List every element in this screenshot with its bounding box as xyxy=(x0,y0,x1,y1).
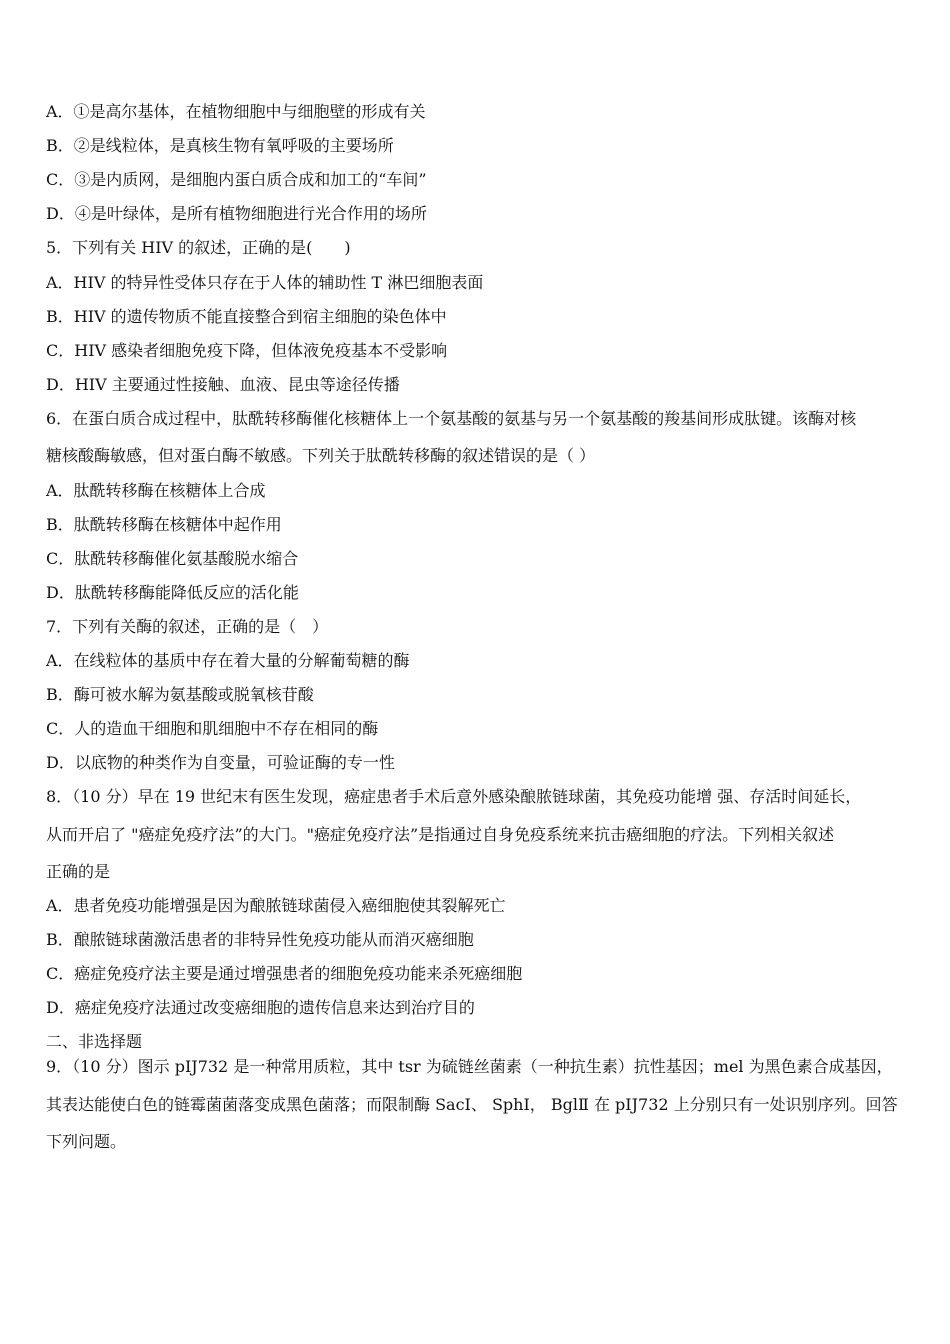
option-q6-b: B．肽酰转移酶在核糖体中起作用 xyxy=(46,515,282,534)
question-8-line-2: 从而开启了 "癌症免疫疗法”的大门。"癌症免疫疗法”是指通过自身免疫系统来抗击癌细胞的疗法。下列相关叙述 xyxy=(46,825,835,844)
option-q6-d: D．肽酰转移酶能降低反应的活化能 xyxy=(46,583,299,602)
question-7: 7．下列有关酶的叙述，正确的是（ ） xyxy=(46,617,329,636)
option-q7-a: A．在线粒体的基质中存在着大量的分解葡萄糖的酶 xyxy=(46,651,410,670)
question-8-line-1: 8．（10 分）早在 19 世纪末有医生发现，癌症患者手术后意外感染酿脓链球菌，其免疫功能增 强、存活时间延长， xyxy=(46,787,862,806)
option-q7-b: B．酶可被水解为氨基酸或脱氧核苷酸 xyxy=(46,685,314,704)
option-q5-b: B．HIV 的遗传物质不能直接整合到宿主细胞的染色体中 xyxy=(46,307,447,326)
option-q8-b: B．酿脓链球菌激活患者的非特异性免疫功能从而消灭癌细胞 xyxy=(46,930,474,949)
option-q4-a: A．①是高尔基体，在植物细胞中与细胞壁的形成有关 xyxy=(46,102,426,121)
question-5: 5．下列有关 HIV 的叙述，正确的是( ) xyxy=(46,238,351,257)
option-q4-d: D．④是叶绿体，是所有植物细胞进行光合作用的场所 xyxy=(46,204,427,223)
option-q5-a: A．HIV 的特异性受体只存在于人体的辅助性 T 淋巴细胞表面 xyxy=(46,273,484,292)
option-q4-b: B．②是线粒体，是真核生物有氧呼吸的主要场所 xyxy=(46,136,394,155)
question-6-line-2: 糖核酸酶敏感，但对蛋白酶不敏感。下列关于肽酰转移酶的叙述错误的是（ ） xyxy=(46,446,596,465)
option-q5-c: C．HIV 感染者细胞免疫下降，但体液免疫基本不受影响 xyxy=(46,341,448,360)
option-q8-d: D．癌症免疫疗法通过改变癌细胞的遗传信息来达到治疗目的 xyxy=(46,998,475,1017)
question-9-line-2: 其表达能使白色的链霉菌菌落变成黑色菌落；而限制酶 SacⅠ、 SphⅠ， BglⅡ 在 pIJ732 上分别只有一处识别序列。回答 xyxy=(46,1095,898,1114)
option-q7-d: D．以底物的种类作为自变量，可验证酶的专一性 xyxy=(46,753,395,772)
question-9-line-3: 下列问题。 xyxy=(46,1132,127,1151)
question-9-line-1: 9．（10 分）图示 pIJ732 是一种常用质粒，其中 tsr 为硫链丝菌素（一种抗生素）抗性基因；mel 为黑色素合成基因， xyxy=(46,1057,893,1076)
question-6-line-1: 6．在蛋白质合成过程中，肽酰转移酶催化核糖体上一个氨基酸的氨基与另一个氨基酸的羧基间形成肽键。该酶对核 xyxy=(46,409,857,428)
option-q4-c: C．③是内质网，是细胞内蛋白质合成和加工的“车间” xyxy=(46,170,427,189)
question-8-line-3: 正确的是 xyxy=(46,862,111,881)
option-q6-c: C．肽酰转移酶催化氨基酸脱水缩合 xyxy=(46,549,299,568)
option-q7-c: C．人的造血干细胞和肌细胞中不存在相同的酶 xyxy=(46,719,379,738)
option-q8-c: C．癌症免疫疗法主要是通过增强患者的细胞免疫功能来杀死癌细胞 xyxy=(46,964,523,983)
option-q6-a: A．肽酰转移酶在核糖体上合成 xyxy=(46,481,266,500)
option-q8-a: A．患者免疫功能增强是因为酿脓链球菌侵入癌细胞使其裂解死亡 xyxy=(46,896,506,915)
option-q5-d: D．HIV 主要通过性接触、血液、昆虫等途径传播 xyxy=(46,375,400,394)
section-heading: 二、非选择题 xyxy=(46,1032,143,1051)
